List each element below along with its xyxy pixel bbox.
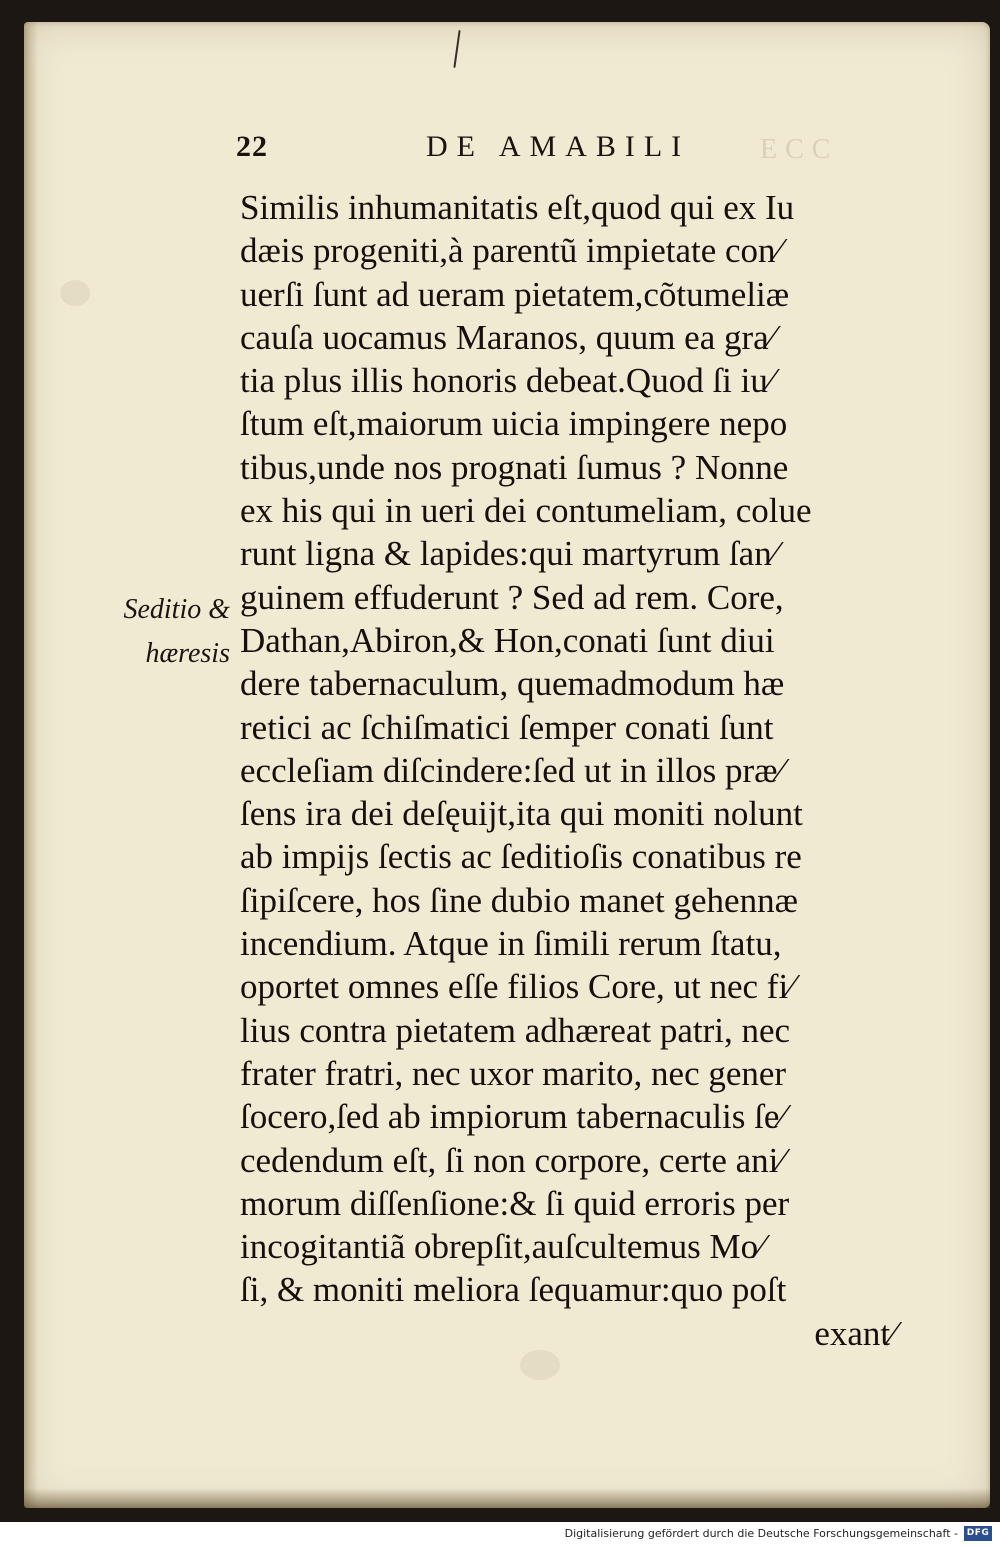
text-line: guinem effuderunt ? Sed ad rem. Core, bbox=[240, 577, 784, 617]
bleed-through-text: ECC bbox=[760, 134, 839, 165]
text-line: ex his qui in ueri dei contumeliam, colue bbox=[240, 491, 812, 531]
text-line: morum diſſenſione:& ſi quid erroris per bbox=[240, 1183, 790, 1223]
page-shadow-bottom bbox=[24, 1488, 990, 1508]
catchword: exant⁄ bbox=[814, 1313, 896, 1353]
page-number: 22 bbox=[236, 130, 268, 163]
footer-bar bbox=[0, 1522, 1000, 1547]
text-line: retici ac ſchiſmatici ſemper conati ſunt bbox=[240, 707, 774, 747]
text-line: eccleſiam diſcindere:ſed ut in illos præ⁄ bbox=[240, 750, 784, 790]
text-line: dæis progeniti,à parentũ impietate con⁄ bbox=[240, 231, 782, 271]
marginal-note bbox=[80, 588, 230, 676]
text-line: ſens ira dei deſęuijt,ita qui moniti nolunt bbox=[240, 794, 803, 834]
text-line: tia plus illis honoris debeat.Quod ſi iu⁄ bbox=[240, 361, 774, 401]
text-line: ſi, & moniti meliora ſequamur:quo poſt bbox=[240, 1270, 787, 1310]
running-head-title: DE AMABILI bbox=[426, 130, 691, 163]
marginal-note-line: hæresis bbox=[145, 638, 230, 669]
page-shadow-left bbox=[24, 22, 38, 1508]
body-text bbox=[240, 186, 910, 1355]
text-line: ab impijs ſectis ac ſeditioſis conatibus re bbox=[240, 837, 802, 877]
text-line: ſipiſcere, hos ſine dubio manet gehennæ bbox=[240, 880, 798, 920]
text-line: uerſi ſunt ad ueram pietatem,cõtumeliæ bbox=[240, 274, 790, 314]
text-line: oportet omnes eſſe filios Core, ut nec fi⁄ bbox=[240, 967, 795, 1007]
paper-stain bbox=[60, 280, 90, 306]
text-line: dere tabernaculum, quemadmodum hæ bbox=[240, 664, 785, 704]
text-line: ſocero,ſed ab impiorum tabernaculis ſe⁄ bbox=[240, 1097, 786, 1137]
text-line: incogitantiã obrepſit,auſcultemus Mo⁄ bbox=[240, 1227, 764, 1267]
text-line: cauſa uocamus Maranos, quum ea gra⁄ bbox=[240, 317, 775, 357]
funding-credit: Digitalisierung gefördert durch die Deutsche Forschungsgemeinschaft - bbox=[564, 1527, 958, 1540]
dfg-logo[interactable]: DFG bbox=[964, 1526, 992, 1541]
text-line: tibus,unde nos prognati ſumus ? Nonne bbox=[240, 447, 789, 487]
text-line: Similis inhumanitatis eſt,quod qui ex Iu bbox=[240, 188, 795, 227]
text-line: cedendum eſt, ſi non corpore, certe ani⁄ bbox=[240, 1140, 785, 1180]
marginal-note-line: Seditio & bbox=[123, 594, 230, 625]
text-line: Dathan,Abiron,& Hon,conati ſunt diui bbox=[240, 620, 775, 660]
text-line: runt ligna & lapides:qui martyrum ſan⁄ bbox=[240, 534, 778, 574]
text-line: lius contra pietatem adhæreat patri, nec bbox=[240, 1010, 791, 1050]
text-line: incendium. Atque in ſimili rerum ſtatu, bbox=[240, 924, 782, 964]
text-line: ſtum eſt,maiorum uicia impingere nepo bbox=[240, 404, 788, 444]
text-line: frater fratri, nec uxor marito, nec gener bbox=[240, 1053, 787, 1093]
